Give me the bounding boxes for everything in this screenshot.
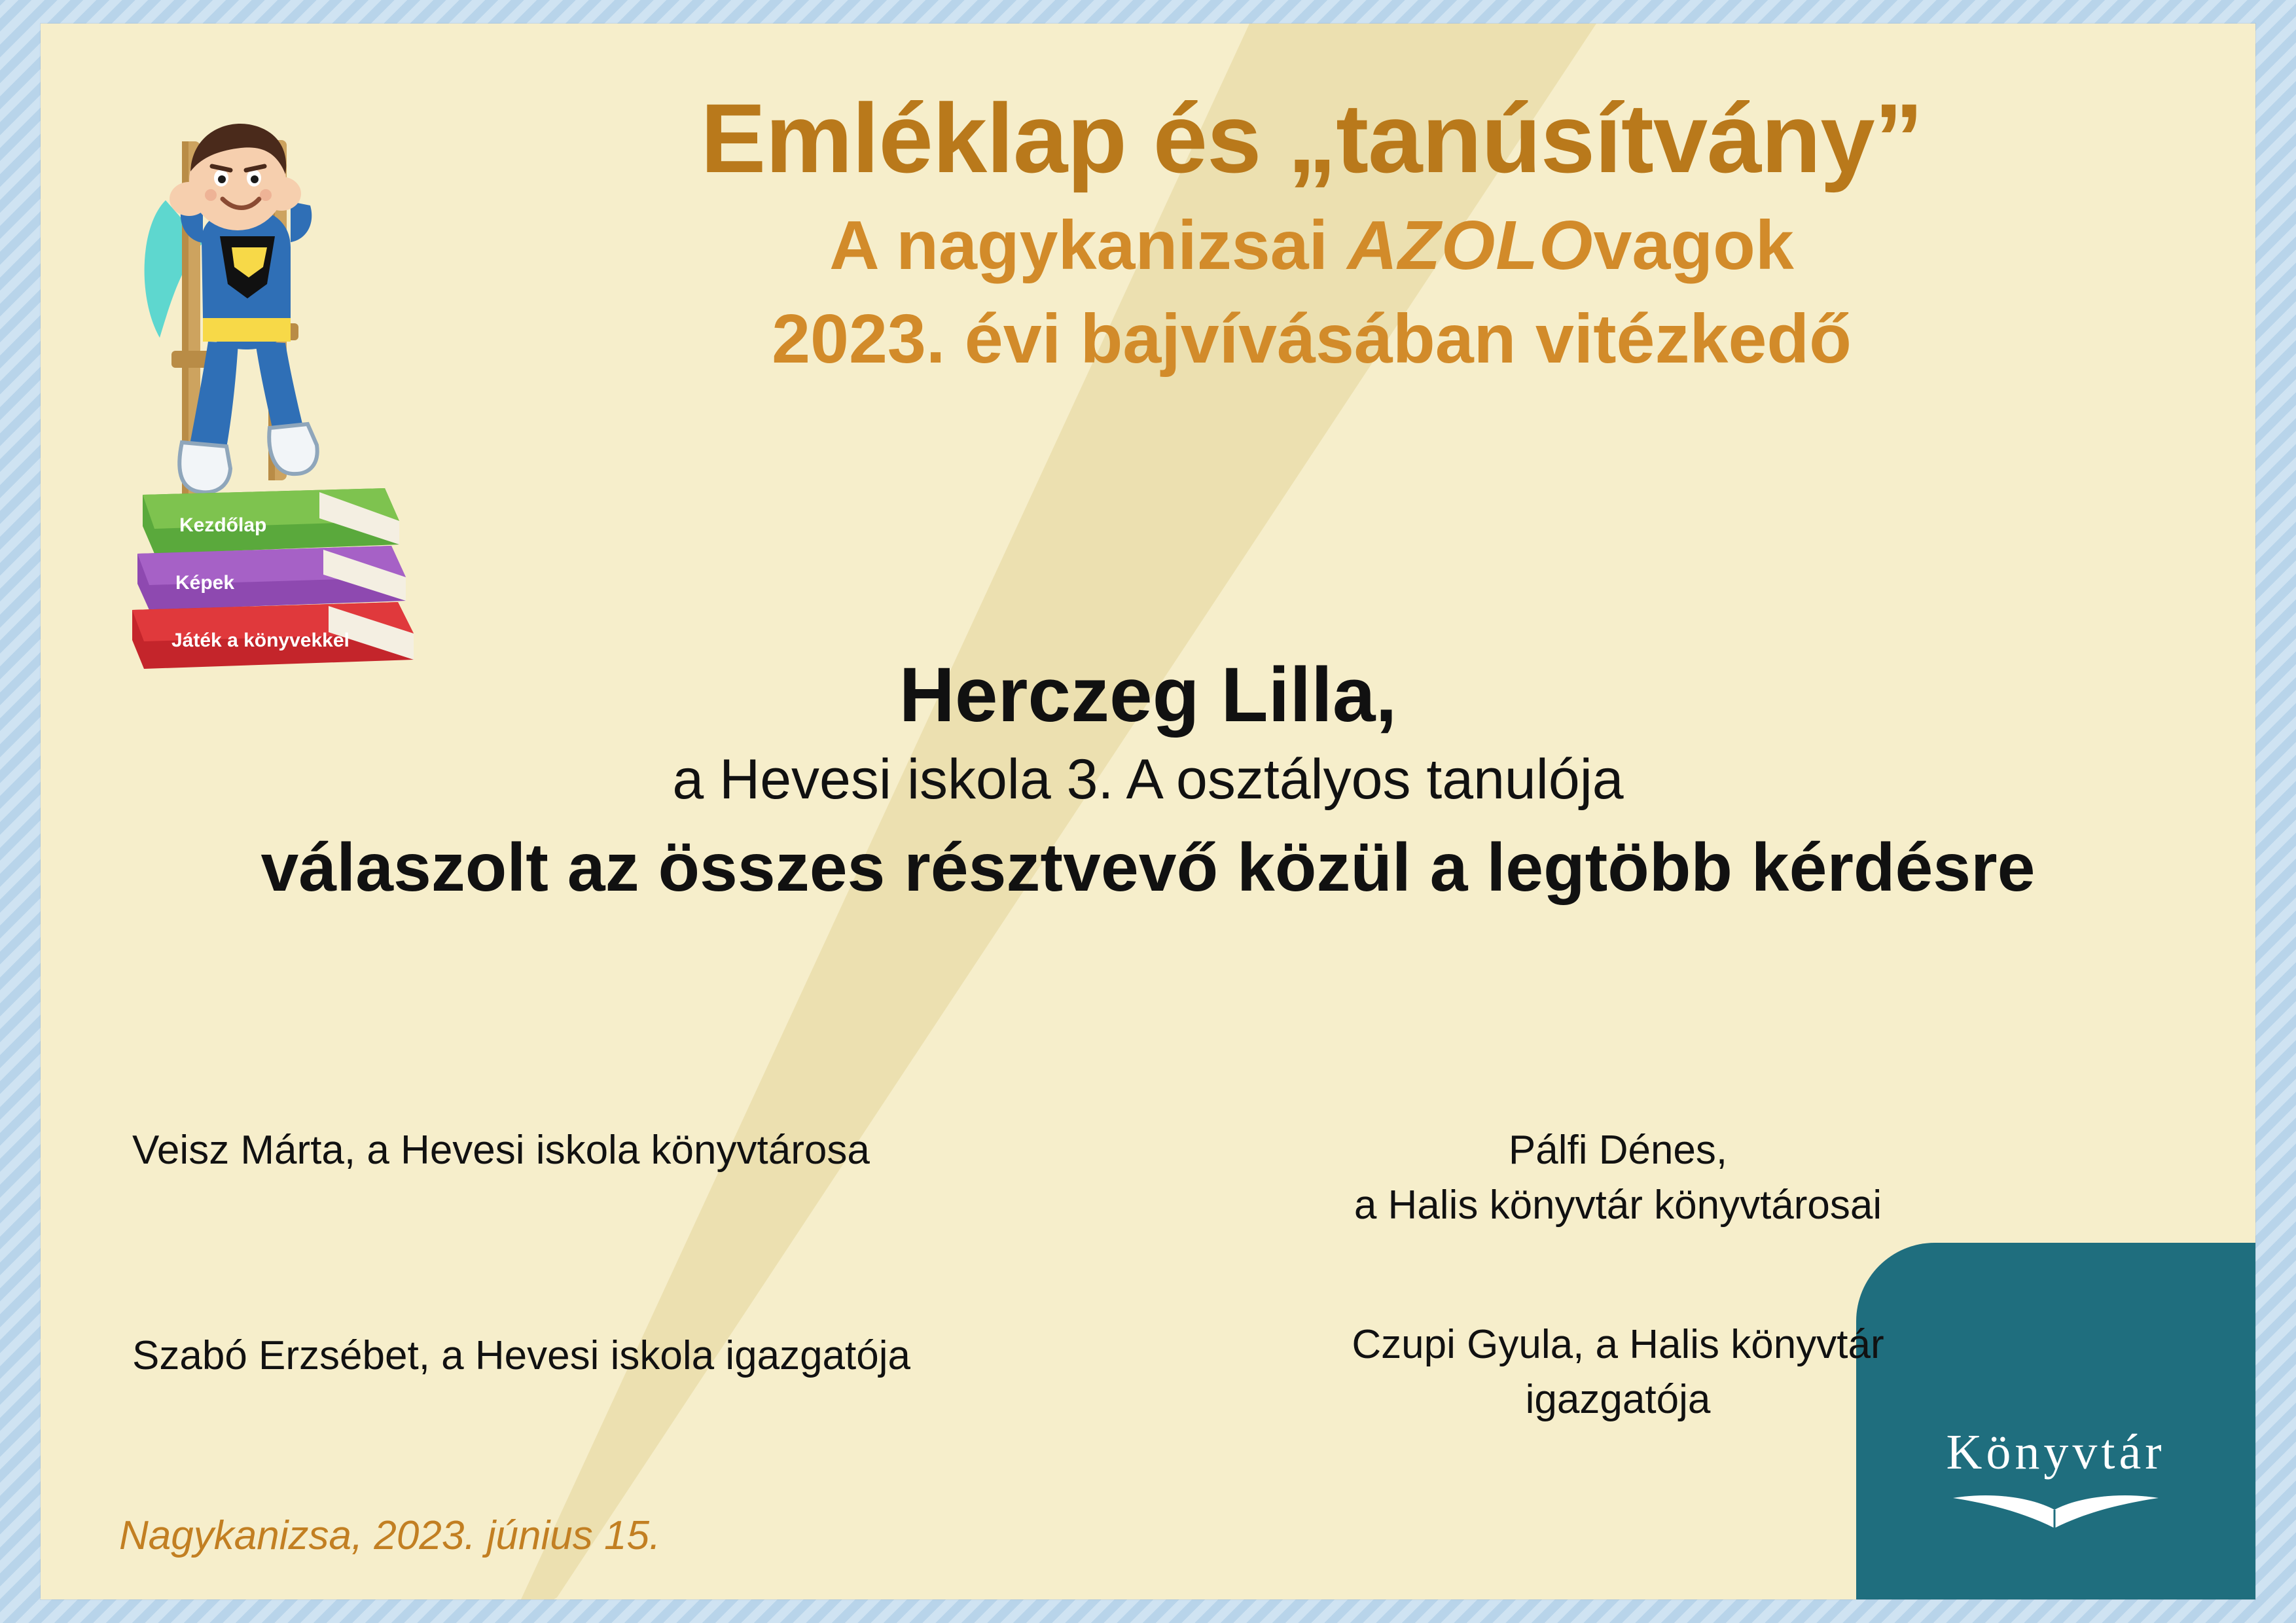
page-title: Emléklap és „tanúsítvány” [700, 83, 1923, 193]
book-label-kepek: Képek [175, 572, 235, 594]
signature-spacer-right [1206, 1232, 2030, 1317]
signature-librarian-role: a Halis könyvtár könyvtárosai [1354, 1182, 1882, 1228]
heading-block [407, 83, 2216, 378]
subtitle-suffix: vagok [1593, 207, 1794, 284]
library-logo-text: Könyvtár [1946, 1425, 2166, 1480]
signature-principal-school: Szabó Erzsébet, a Hevesi iskola igazgatója [132, 1332, 910, 1378]
certificate-card [41, 24, 2255, 1599]
achievement-text: válaszolt az összes résztvevő közül a legtöbb kérdésre [260, 830, 2036, 906]
signature-librarian-school: Veisz Márta, a Hevesi iskola könyvtárosa [132, 1128, 870, 1173]
book-label-kezdolap: Kezdőlap [179, 514, 267, 536]
place-and-date: Nagykanizsa, 2023. június 15. [119, 1513, 661, 1558]
signature-spacer [132, 1178, 1035, 1329]
recipient-block [119, 652, 2177, 908]
book-label-jatek-a-konyvekkel: Játék a könyvekkel [171, 630, 350, 651]
signature-librarian-name: Pálfi Dénes, [1508, 1128, 1728, 1173]
recipient-name: Herczeg Lilla, [899, 652, 1397, 738]
signatures-left [132, 1123, 1035, 1383]
subtitle-line-2: 2023. évi bajvívásában vitézkedő [772, 300, 1852, 378]
signatures-right [1206, 1123, 2030, 1427]
signature-director-role: igazgatója [1525, 1377, 1711, 1423]
recipient-class: a Hevesi iskola 3. A osztályos tanulója [672, 748, 1624, 812]
brand-azolo: AZOLO [1347, 207, 1594, 284]
library-logo [1856, 1424, 2255, 1539]
signature-director-name: Czupi Gyula, a Halis könyvtár [1352, 1322, 1884, 1368]
open-book-icon [1948, 1490, 2164, 1536]
subtitle-line-1 [407, 207, 2216, 284]
subtitle-prefix: A nagykanizsai [829, 207, 1348, 284]
